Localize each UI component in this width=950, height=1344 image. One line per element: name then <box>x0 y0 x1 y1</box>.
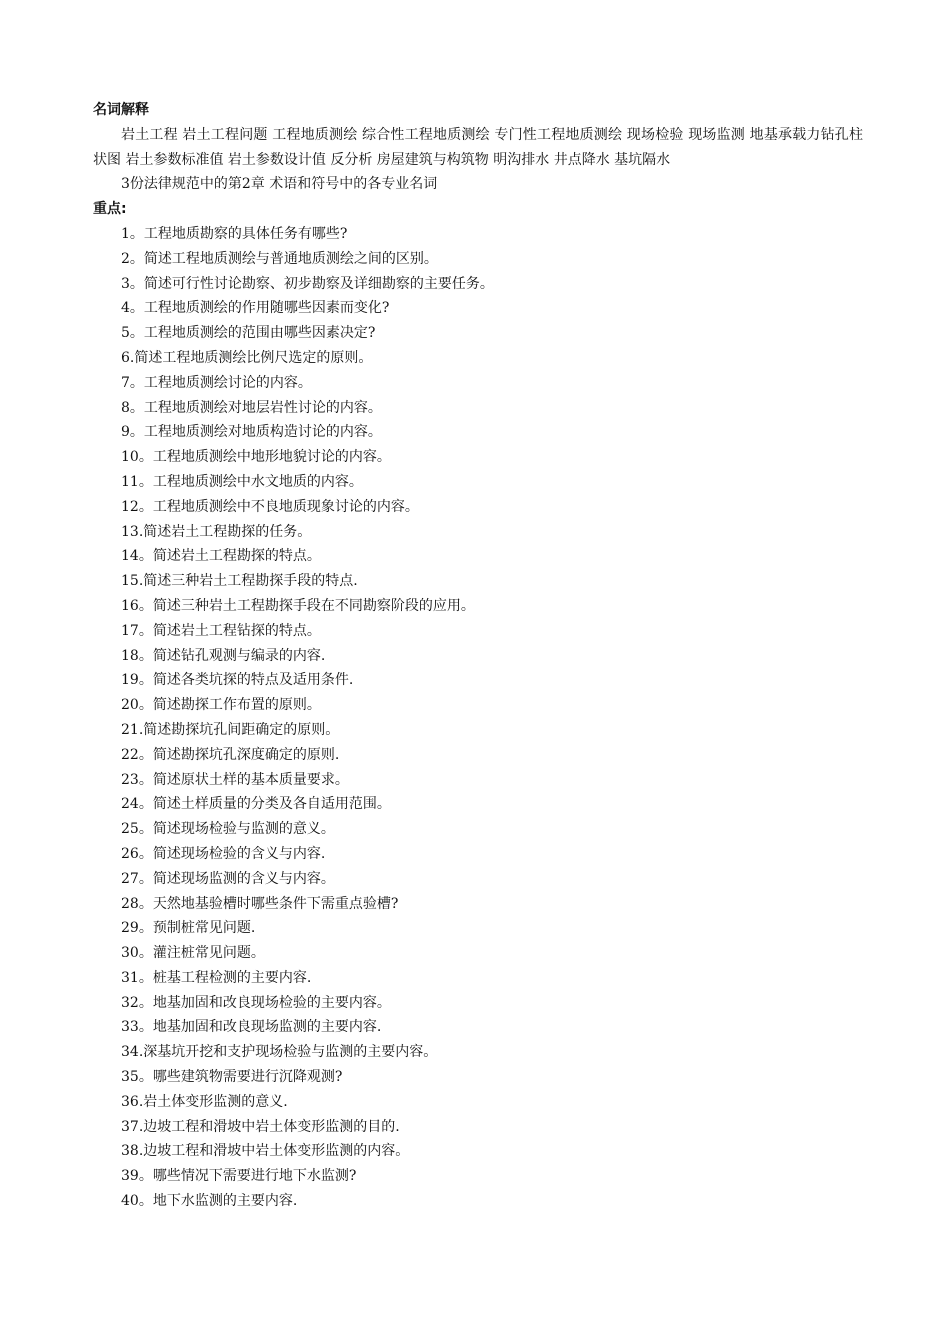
document-page <box>93 98 863 1214</box>
question-item: 24。简述土样质量的分类及各自适用范围。 <box>121 796 391 813</box>
question-item: 10。工程地质测绘中地形地貌讨论的内容。 <box>121 449 391 466</box>
question-item: 9。工程地质测绘对地质构造讨论的内容。 <box>121 424 382 441</box>
question-item: 22。简述勘探坑孔深度确定的原则. <box>121 746 340 763</box>
terms-paragraph: 岩土工程 岩土工程问题 工程地质测绘 综合性工程地质测绘 专门性工程地质测绘 现场检验 现场监测 地基承载力钻孔柱状图 岩土参数标准值 岩土参数设计值 反分析 房屋建筑与构筑物 明沟排水 井点降水 基坑隔水 <box>93 126 863 168</box>
question-list <box>93 222 863 1214</box>
question-item: 25。简述现场检验与监测的意义。 <box>121 821 335 838</box>
question-item: 33。地基加固和改良现场监测的主要内容. <box>121 1019 382 1036</box>
question-item: 28。天然地基验槽时哪些条件下需重点验槽? <box>121 895 399 912</box>
question-item: 39。哪些情况下需要进行地下水监测? <box>121 1168 357 1185</box>
terms-note: 3份法律规范中的第2章 术语和符号中的各专业名词 <box>121 176 438 193</box>
question-item: 11。工程地质测绘中水文地质的内容。 <box>121 473 363 490</box>
question-item: 34.深基坑开挖和支护现场检验与监测的主要内容。 <box>121 1044 438 1061</box>
question-item: 2。简述工程地质测绘与普通地质测绘之间的区别。 <box>121 250 438 267</box>
question-item: 15.简述三种岩土工程勘探手段的特点. <box>121 573 358 590</box>
question-item: 4。工程地质测绘的作用随哪些因素而变化? <box>121 300 390 317</box>
question-item: 32。地基加固和改良现场检验的主要内容。 <box>121 994 391 1011</box>
question-item: 18。简述钻孔观测与编录的内容. <box>121 647 326 664</box>
question-item: 5。工程地质测绘的范围由哪些因素决定? <box>121 325 376 342</box>
question-item: 3。简述可行性讨论勘察、初步勘察及详细勘察的主要任务。 <box>121 275 494 292</box>
question-item: 20。简述勘探工作布置的原则。 <box>121 697 321 714</box>
section-heading-terms: 名词解释 <box>93 102 149 118</box>
question-item: 8。工程地质测绘对地层岩性讨论的内容。 <box>121 399 382 416</box>
question-item: 19。简述各类坑探的特点及适用条件. <box>121 672 354 689</box>
question-item: 40。地下水监测的主要内容. <box>121 1193 298 1210</box>
question-item: 31。桩基工程检测的主要内容. <box>121 969 312 986</box>
question-item: 35。哪些建筑物需要进行沉降观测? <box>121 1069 343 1086</box>
question-item: 16。简述三种岩土工程勘探手段在不同勘察阶段的应用。 <box>121 597 475 614</box>
question-item: 30。灌注桩常见问题。 <box>121 945 265 962</box>
question-item: 6.简述工程地质测绘比例尺选定的原则。 <box>121 349 373 366</box>
question-item: 14。简述岩土工程勘探的特点。 <box>121 548 321 565</box>
question-item: 27。简述现场监测的含义与内容。 <box>121 870 335 887</box>
question-item: 26。简述现场检验的含义与内容. <box>121 845 326 862</box>
question-item: 17。简述岩土工程钻探的特点。 <box>121 622 321 639</box>
question-item: 12。工程地质测绘中不良地质现象讨论的内容。 <box>121 498 419 515</box>
question-item: 38.边坡工程和滑坡中岩土体变形监测的内容。 <box>121 1143 410 1160</box>
question-item: 36.岩土体变形监测的意义. <box>121 1093 288 1110</box>
question-item: 1。工程地质勘察的具体任务有哪些? <box>121 225 348 242</box>
question-item: 7。工程地质测绘讨论的内容。 <box>121 374 312 391</box>
question-item: 13.简述岩土工程勘探的任务。 <box>121 523 312 540</box>
question-item: 23。简述原状土样的基本质量要求。 <box>121 771 349 788</box>
section-heading-key-points: 重点: <box>93 201 127 218</box>
question-item: 29。预制桩常见问题. <box>121 920 256 937</box>
question-item: 21.简述勘探坑孔间距确定的原则。 <box>121 721 340 738</box>
question-item: 37.边坡工程和滑坡中岩土体变形监测的目的. <box>121 1118 400 1135</box>
